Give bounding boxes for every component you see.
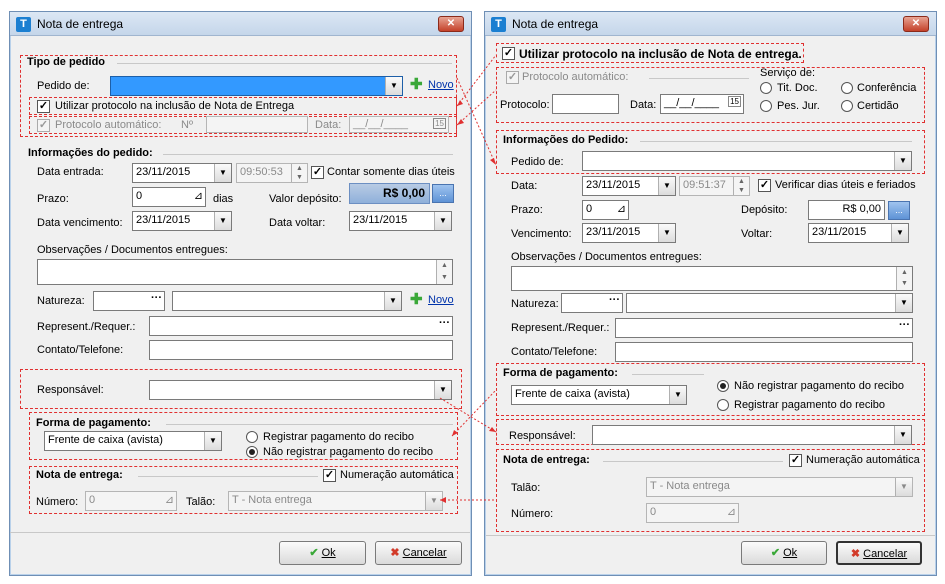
represent-input[interactable] [615, 318, 913, 338]
scrollbar[interactable]: ▲ ▼ [896, 267, 912, 290]
prazo-input[interactable] [132, 187, 206, 207]
chevron-down-icon: ▼ [894, 152, 911, 170]
chevron-down-icon: ▼ [669, 386, 686, 404]
responsavel-select[interactable] [592, 425, 912, 445]
registrar-label: Registrar pagamento do recibo [734, 399, 886, 411]
protocolo-auto-label: Protocolo automático: [55, 119, 162, 131]
numeracao-label: Numeração automática [340, 469, 454, 481]
represent-label: Represent./Requer.: [511, 322, 610, 334]
left-titlebar [10, 12, 471, 36]
window-title: Nota de entrega [512, 17, 599, 31]
vencimento-select[interactable] [582, 223, 676, 243]
utilizar-protocolo-checkbox[interactable]: ✓ [503, 47, 514, 59]
close-button[interactable]: ✕ [903, 16, 929, 32]
data-vencimento-label: Data vencimento: [37, 217, 123, 229]
protocolo-auto-label: Protocolo automático: [522, 71, 629, 83]
forma-pagamento-header: Forma de pagamento: [503, 367, 618, 379]
pedido-de-label: Pedido de: [511, 156, 564, 168]
x-icon: ✖ [850, 548, 861, 560]
contar-dias-checkbox[interactable]: ✓ [312, 166, 323, 178]
data-vencimento-value: 23/11/2015 [136, 214, 191, 226]
data-label: Data: [511, 180, 538, 192]
close-button[interactable]: ✕ [438, 16, 464, 32]
talao-value: T - Nota entrega [232, 494, 312, 506]
natureza-label: Natureza: [37, 295, 85, 307]
tit-doc-label: Tit. Doc. [777, 82, 818, 94]
pedido-de-label: Pedido de: [37, 80, 90, 92]
chevron-down-icon: ▼ [895, 478, 912, 496]
chevron-down-icon: ▼ [385, 77, 402, 95]
certidao-radio[interactable] [841, 100, 853, 112]
observacoes-label: Observações / Documentos entregues: [37, 244, 228, 256]
info-pedido-header: Informações do Pedido: [503, 134, 629, 146]
valor-deposito-field[interactable]: R$ 0,00 [349, 183, 430, 204]
forma-pagamento-value: Frente de caixa (avista) [515, 388, 630, 400]
novo-natureza-link[interactable]: Novo [428, 294, 454, 306]
hora-input[interactable] [236, 163, 308, 183]
protocolo-auto-checkbox[interactable]: ✓ [38, 119, 49, 131]
check-icon: ✔ [770, 547, 781, 559]
right-titlebar [485, 12, 936, 36]
forma-pagamento-value: Frente de caixa (avista) [48, 434, 163, 446]
data-label: Data: [630, 99, 657, 111]
add-icon[interactable]: ✚ [410, 76, 423, 93]
natureza-lookup-icon[interactable]: ··· [151, 292, 162, 304]
data-entrada-select[interactable] [132, 163, 232, 183]
ok-button[interactable] [279, 541, 366, 565]
protocolo-date-input[interactable] [349, 116, 449, 133]
info-pedido-header: Informações do pedido: [28, 147, 153, 159]
data-vencimento-select[interactable] [132, 211, 232, 231]
prazo-label: Prazo: [511, 204, 543, 216]
pedido-de-select[interactable] [110, 76, 403, 96]
divider [632, 374, 704, 375]
utilizar-protocolo-label: Utilizar protocolo na inclusão de Nota de Entrega [55, 100, 295, 112]
app-icon: T [491, 17, 506, 32]
data-value: 23/11/2015 [586, 179, 641, 191]
nota-entrega-header: Nota de entrega: [36, 469, 123, 481]
observacoes-textarea[interactable] [511, 266, 913, 291]
valor-deposito-more-button[interactable]: ... [432, 184, 454, 203]
numero-label: Número: [36, 496, 79, 508]
divider [163, 154, 453, 155]
tipo-pedido-header: Tipo de pedido [27, 56, 106, 68]
pedido-de-select[interactable] [582, 151, 912, 171]
contar-dias-label: Contar somente dias úteis [327, 166, 455, 178]
data-entrada-value: 23/11/2015 [136, 166, 191, 178]
data-voltar-value: 23/11/2015 [353, 214, 408, 226]
forma-pagamento-select[interactable] [44, 431, 222, 451]
add-icon[interactable]: ✚ [410, 291, 423, 308]
talao-select[interactable] [228, 491, 443, 511]
chevron-down-icon: ▼ [434, 381, 451, 399]
deposito-value: R$ 0,00 [842, 203, 881, 215]
numero-value: 0 [89, 494, 96, 506]
represent-lookup-icon[interactable]: ··· [439, 317, 450, 329]
nao-registrar-radio[interactable] [246, 446, 258, 458]
voltar-value: 23/11/2015 [812, 226, 867, 238]
divider [649, 78, 749, 79]
prazo-input[interactable] [582, 200, 629, 220]
represent-lookup-icon[interactable]: ··· [899, 319, 910, 331]
protocolo-input[interactable] [552, 94, 619, 114]
spinner-icon[interactable]: ▲ ▼ [291, 164, 307, 182]
pes-jur-radio[interactable] [760, 100, 772, 112]
talao-value: T - Nota entrega [650, 480, 730, 492]
nao-registrar-label: Não registrar pagamento do recibo [734, 380, 904, 392]
chevron-down-icon: ▼ [204, 432, 221, 450]
data-select[interactable] [582, 176, 676, 196]
chevron-down-icon: ▼ [658, 224, 675, 242]
spinner-icon[interactable]: ▲ ▼ [733, 177, 749, 195]
chevron-down-icon: ▼ [425, 492, 442, 510]
utilizar-protocolo-checkbox[interactable]: ✓ [38, 100, 49, 112]
registrar-label: Registrar pagamento do recibo [263, 431, 415, 443]
novo-link[interactable]: Novo [428, 79, 454, 91]
represent-input[interactable] [149, 316, 453, 336]
numero-value: 0 [650, 506, 657, 518]
app-icon: T [16, 17, 31, 32]
responsavel-select[interactable] [149, 380, 452, 400]
nota-entrega-header: Nota de entrega: [503, 454, 590, 466]
data-voltar-select[interactable] [349, 211, 452, 231]
natureza-code-input[interactable] [93, 291, 165, 311]
calculator-icon[interactable]: ⊿ [164, 494, 174, 506]
cancel-label: Cancelar [863, 548, 908, 560]
numero-label: Número: [511, 508, 554, 520]
divider [138, 476, 318, 477]
prazo-label: Prazo: [37, 193, 69, 205]
registrar-radio[interactable] [717, 399, 729, 411]
voltar-select[interactable] [808, 223, 909, 243]
registrar-radio[interactable] [246, 431, 258, 443]
contato-label: Contato/Telefone: [511, 346, 598, 358]
pes-jur-label: Pes. Jur. [777, 100, 820, 112]
divider [640, 141, 912, 142]
chevron-down-icon: ▼ [894, 426, 911, 444]
calculator-icon[interactable]: ⊿ [726, 506, 736, 518]
chevron-down-icon: ▼ [434, 212, 451, 230]
divider [117, 63, 452, 64]
dias-label: dias [213, 193, 234, 205]
nao-registrar-label: Não registrar pagamento do recibo [263, 446, 433, 458]
numeracao-checkbox[interactable]: ✓ [324, 469, 335, 481]
protocolo-date-input[interactable] [660, 94, 744, 114]
scrollbar[interactable]: ▲ ▼ [436, 260, 452, 284]
calendar-icon[interactable]: 15 [435, 119, 444, 128]
contato-input[interactable] [615, 342, 913, 362]
talao-label: Talão: [186, 496, 216, 508]
n-label: Nº [181, 119, 193, 131]
verificar-checkbox[interactable]: ✓ [759, 179, 770, 191]
natureza-lookup-icon[interactable]: ··· [609, 294, 620, 306]
data-voltar-label: Data voltar: [269, 217, 326, 229]
certidao-label: Certidão [857, 100, 899, 112]
conferencia-label: Conferência [857, 82, 917, 94]
protocolo-date-value: __/__/____ [353, 118, 409, 130]
chevron-down-icon: ▼ [214, 164, 231, 182]
window-title: Nota de entrega [37, 17, 124, 31]
observacoes-label: Observações / Documentos entregues: [511, 251, 702, 263]
contato-label: Contato/Telefone: [37, 344, 124, 356]
deposito-label: Depósito: [741, 204, 788, 216]
conferencia-radio[interactable] [841, 82, 853, 94]
cancel-button[interactable] [375, 541, 462, 565]
data-label: Data: [315, 119, 342, 131]
cancel-label: Cancelar [402, 547, 447, 559]
protocolo-number-input[interactable] [206, 116, 308, 133]
cancel-button[interactable] [836, 541, 922, 565]
tit-doc-radio[interactable] [760, 82, 772, 94]
chevron-down-icon: ▼ [658, 177, 675, 195]
hora-value: 09:51:37 [683, 179, 726, 191]
protocolo-auto-checkbox[interactable]: ✓ [507, 71, 518, 83]
represent-label: Represent./Requer.: [37, 321, 136, 333]
natureza-label: Natureza: [511, 298, 559, 310]
responsavel-label: Responsável: [37, 384, 104, 396]
natureza-code-input[interactable] [561, 293, 623, 313]
ok-label: Ok [321, 547, 336, 559]
forma-pagamento-header: Forma de pagamento: [36, 417, 151, 429]
contato-input[interactable] [149, 340, 453, 360]
divider [166, 424, 453, 425]
natureza-select[interactable] [172, 291, 402, 311]
protocolo-date-value: __/__/____ [664, 97, 720, 109]
divider [10, 532, 470, 533]
prazo-value: 0 [586, 203, 593, 215]
check-icon: ✔ [309, 547, 319, 559]
vencimento-label: Vencimento: [511, 228, 572, 240]
numeracao-label: Numeração automática [806, 454, 920, 466]
nao-registrar-radio[interactable] [717, 380, 729, 392]
talao-select[interactable] [646, 477, 913, 497]
ok-label: Ok [783, 547, 798, 559]
data-entrada-label: Data entrada: [37, 166, 104, 178]
x-icon: ✖ [390, 547, 400, 559]
vencimento-value: 23/11/2015 [586, 226, 641, 238]
deposito-input[interactable] [808, 200, 885, 220]
prazo-value: 0 [136, 190, 143, 202]
voltar-label: Voltar: [741, 228, 773, 240]
divider [603, 461, 783, 462]
protocolo-label: Protocolo: [500, 99, 550, 111]
talao-label: Talão: [511, 482, 541, 494]
verificar-label: Verificar dias úteis e feriados [775, 179, 916, 191]
hora-value: 09:50:53 [240, 166, 283, 178]
servico-label: Serviço de: [760, 67, 816, 79]
natureza-select[interactable] [626, 293, 913, 313]
numeracao-checkbox[interactable]: ✓ [790, 454, 801, 466]
chevron-down-icon: ▼ [895, 294, 912, 312]
calendar-icon[interactable]: 15 [730, 97, 739, 106]
chevron-down-icon: ▼ [891, 224, 908, 242]
calculator-icon[interactable]: ⊿ [616, 203, 626, 215]
calculator-icon[interactable]: ⊿ [193, 190, 203, 202]
divider [486, 535, 935, 536]
ok-button[interactable] [741, 541, 827, 565]
deposito-more-button[interactable]: ... [888, 201, 910, 220]
utilizar-protocolo-label: Utilizar protocolo na inclusão de Nota de entrega. [519, 47, 802, 61]
chevron-down-icon: ▼ [214, 212, 231, 230]
chevron-down-icon: ▼ [384, 292, 401, 310]
forma-pagamento-select[interactable] [511, 385, 687, 405]
numero-input[interactable] [85, 491, 177, 511]
valor-deposito-label: Valor depósito: [269, 193, 342, 205]
observacoes-textarea[interactable] [37, 259, 453, 285]
hora-input[interactable] [679, 176, 750, 196]
responsavel-label: Responsável: [509, 430, 576, 442]
numero-input[interactable] [646, 503, 739, 523]
